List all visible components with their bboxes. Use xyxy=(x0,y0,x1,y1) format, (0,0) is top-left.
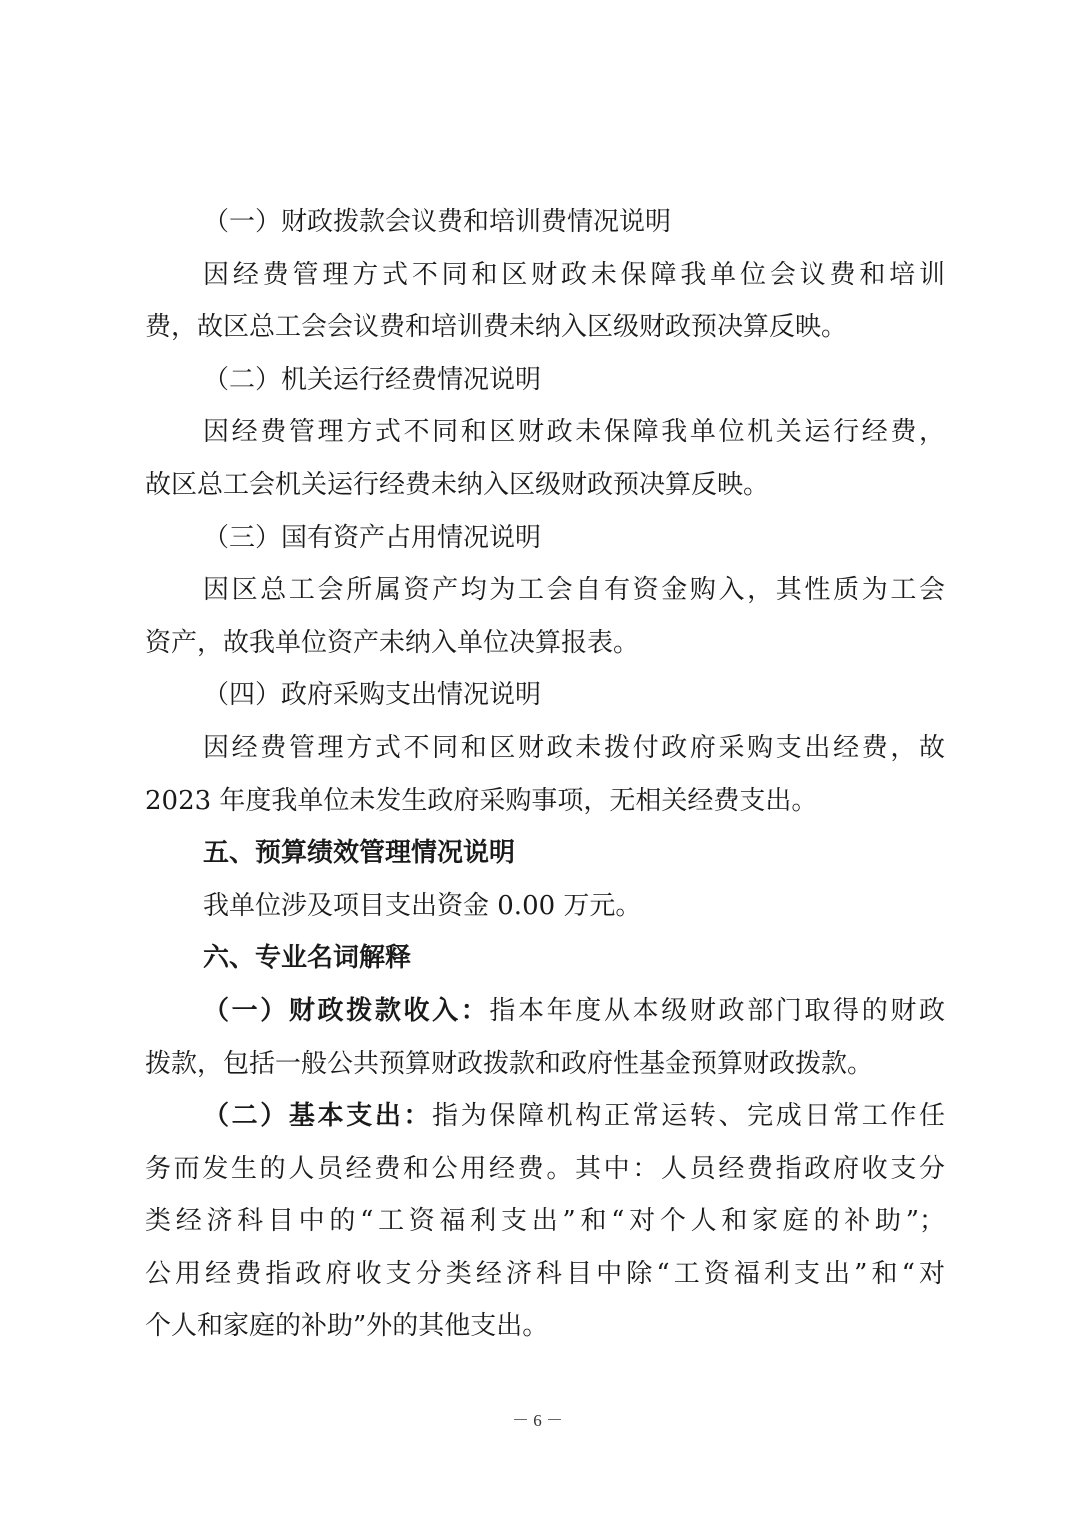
section-heading-budget-performance: 五、预算绩效管理情况说明 xyxy=(203,838,516,869)
paragraph-line: （二）机关运行经费情况说明 xyxy=(203,364,542,395)
page-number: － 6 － xyxy=(512,1411,563,1430)
paragraph-line: （四）政府采购支出情况说明 xyxy=(203,680,542,711)
paragraph-line: 公用经费指政府收支分类经济科目中除“工资福利支出”和“对 xyxy=(145,1258,945,1289)
paragraph-line: 我单位涉及项目支出资金 0.00 万元。 xyxy=(203,890,642,921)
paragraph-line: 类经济科目中的“工资福利支出”和“对个人和家庭的补助”； xyxy=(145,1206,945,1237)
glossary-term-fiscal-appropriation xyxy=(145,985,945,1038)
glossary-term-basic-expenditure xyxy=(145,1090,945,1143)
paragraphs xyxy=(145,196,945,827)
paragraph-line: 因经费管理方式不同和区财政未拨付政府采购支出经费，故 xyxy=(203,732,945,763)
paragraph-line: 因区总工会所属资产均为工会自有资金购入，其性质为工会 xyxy=(203,575,945,606)
paragraph-line: 故区总工会机关运行经费未纳入区级财政预决算反映。 xyxy=(145,469,770,500)
section-heading-glossary: 六、专业名词解释 xyxy=(203,943,412,974)
term-label: （一）财政拨款收入： xyxy=(203,995,490,1026)
paragraph-line: （一）财政拨款会议费和培训费情况说明 xyxy=(203,207,672,237)
paragraph-line: 个人和家庭的补助”外的其他支出。 xyxy=(145,1311,549,1342)
paragraph-line: 因经费管理方式不同和区财政未保障我单位会议费和培训 xyxy=(203,259,945,290)
term-definition: 指为保障机构正常运转、完成日常工作任 xyxy=(432,1101,945,1132)
paragraph-line: 费，故区总工会会议费和培训费未纳入区级财政预决算反映。 xyxy=(145,312,848,343)
paragraph-line: （三）国有资产占用情况说明 xyxy=(203,522,542,553)
paragraph-line: 因经费管理方式不同和区财政未保障我单位机关运行经费， xyxy=(203,417,945,448)
term-label: （二）基本支出： xyxy=(203,1101,433,1132)
paragraph-line: 务而发生的人员经费和公用经费。其中：人员经费指政府收支分 xyxy=(145,1153,945,1184)
paragraph-line: 拨款，包括一般公共预算财政拨款和政府性基金预算财政拨款。 xyxy=(145,1048,874,1079)
paragraph-line: 2023 年度我单位未发生政府采购事项，无相关经费支出。 xyxy=(145,785,818,816)
document-body xyxy=(145,196,945,1353)
term-definition: 指本年度从本级财政部门取得的财政 xyxy=(489,995,945,1026)
paragraph-line: 资产，故我单位资产未纳入单位决算报表。 xyxy=(145,627,640,658)
